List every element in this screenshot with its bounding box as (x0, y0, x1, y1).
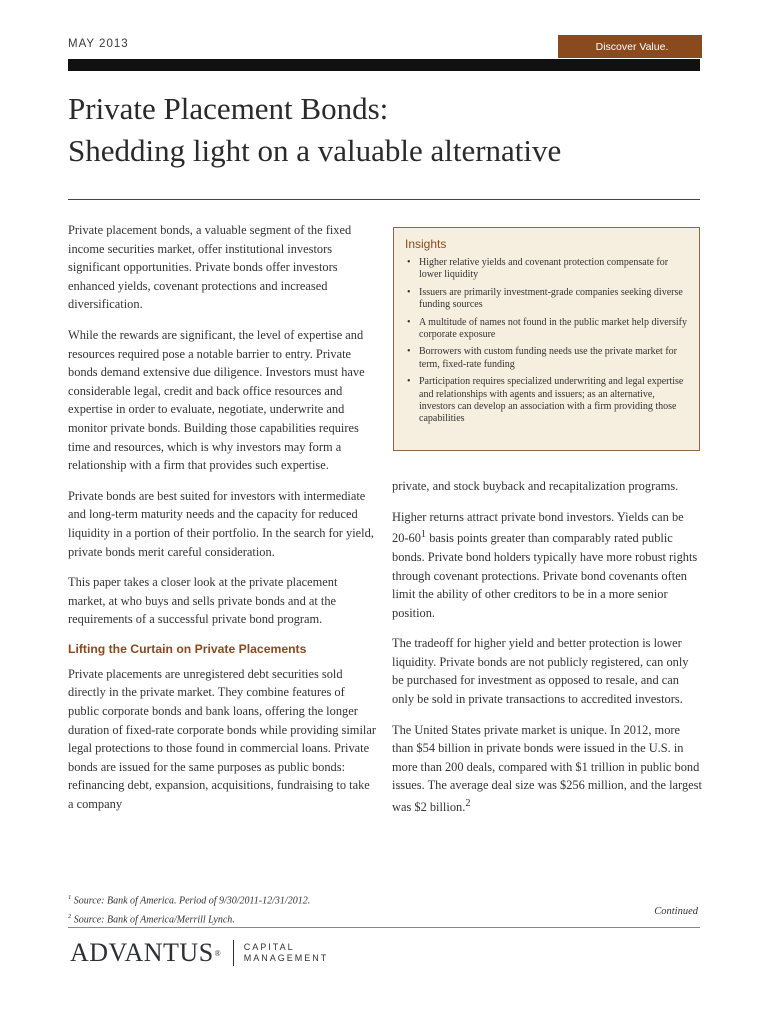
section-subheading: Lifting the Curtain on Private Placements (68, 641, 307, 656)
footnote-2 (68, 909, 310, 928)
purposes-continued-paragraph: private, and stock buyback and recapitalization programs. (392, 479, 679, 493)
returns-text-b: basis points greater than comparably rated public bonds. Private bond holders typically have more robust rights through covenant protections. Private bond covenants often limit the ability of other creditors to be in a more senior position. (392, 531, 698, 620)
insight-text: Higher relative yields and covenant protection compensate for lower liquidity (419, 257, 669, 281)
bullet-icon: • (407, 376, 411, 388)
footnote-ref-1: 1 (420, 529, 427, 541)
insights-box (393, 227, 700, 451)
definition-paragraph: Private placements are unregistered debt securities sold directly in the private market. They combine features of public corporate bonds and bank loans, offering the longer duration of fixed-rate corporate bonds while providing similar legal protections to those found in commercial loans. Private bonds are issued for the same purposes as public bonds: refinancing debt, expansion, acquisitions, fundraising to take a company (68, 666, 376, 812)
footnote-1-text: Source: Bank of America. Period of 9/30/2011-12/31/2012. (71, 895, 311, 907)
footnote-2-mark: 2 (68, 912, 72, 920)
issue-date: MAY 2013 (68, 38, 129, 50)
market-size-text: The United States private market is unique. In 2012, more than $54 billion in private bonds were issued in the U.S. in more than 200 deals, compared with $1 trillion in public bond issues. The average deal size was $256 million, and the largest was $2 billion. (392, 722, 702, 815)
advantus-logo (70, 938, 328, 968)
insight-text: A multitude of names not found in the public market help diversify corporate exposure (419, 316, 688, 341)
tagline-badge (558, 35, 702, 58)
header-bar (68, 59, 700, 71)
insight-item (405, 317, 687, 342)
bullet-icon: • (407, 346, 411, 358)
insight-item (405, 376, 687, 426)
insight-item (405, 257, 687, 282)
insights-list (405, 257, 687, 426)
bullet-icon: • (407, 257, 411, 268)
insight-text: Borrowers with custom funding needs use the private market for term, fixed-rate funding (419, 346, 677, 370)
liquidity-paragraph: The tradeoff for higher yield and better protection is lower liquidity. Private bonds are not publicly registered, can only be purchased for investment as opposed to resale, and can only be sold in private transactions to accredited investors. (392, 636, 689, 707)
footnote-1 (68, 890, 310, 909)
continued-label: Continued (654, 906, 698, 917)
left-column (68, 221, 376, 826)
logo-subtitle (244, 942, 329, 964)
logo-separator (233, 940, 234, 966)
footnote-2-text: Source: Bank of America/Merrill Lynch. (71, 914, 235, 926)
logo-subtitle-line-1: CAPITAL (243, 942, 295, 952)
logo-wordmark: ADVANTUS (70, 938, 214, 967)
insight-item (405, 287, 687, 312)
footnote-ref-2: 2 (465, 798, 471, 810)
market-size-paragraph (392, 721, 702, 817)
insight-text: Participation requires specialized underwriting and legal expertise and relationships with agents and issuers; as an alternative, investors can develop an association with a firm providing those capabilities (419, 376, 684, 425)
intro-paragraph: Private placement bonds, a valuable segment of the fixed income securities market, offer institutional investors significant opportunities. Private bonds offer investors enhanced yields, covenant protections and increased diversification. (68, 223, 352, 312)
footnote-1-mark: 1 (68, 894, 72, 901)
returns-text-a: Higher returns attract private bond investors. Yields can be 20-60 (392, 509, 684, 546)
footnotes (68, 890, 310, 928)
title-line-1: Private Placement Bonds: (68, 91, 389, 126)
tagline-text: Discover Value. (595, 40, 669, 53)
right-column (392, 477, 702, 829)
suitability-paragraph: Private bonds are best suited for investors with intermediate and long-term maturity needs and the capacity for reduced liquidity in a portion of their portfolio. In the search for yield, private bonds merit careful consideration. (68, 488, 374, 559)
insight-text: Issuers are primarily investment-grade companies seeking diverse funding sources (419, 286, 683, 311)
footer-divider (68, 927, 700, 928)
insights-title: Insights (405, 237, 447, 251)
document-title (68, 88, 561, 172)
scope-paragraph: This paper takes a closer look at the private placement market, at who buys and sells private bonds and at the requirements of a successful private bond program. (68, 575, 338, 627)
logo-subtitle-line-2: MANAGEMENT (243, 953, 329, 963)
registered-mark: ® (214, 948, 221, 958)
returns-paragraph (392, 508, 702, 623)
insight-item (405, 346, 687, 371)
bullet-icon: • (407, 316, 411, 328)
title-divider (68, 199, 700, 200)
title-line-2: Shedding light on a valuable alternative (68, 133, 562, 168)
bullet-icon: • (407, 286, 411, 298)
barrier-paragraph: While the rewards are significant, the level of expertise and resources required pose a notable barrier to entry. Private bonds demand extensive due diligence. Investors must have considerable legal, credit and back office resources and expertise in order to evaluate, negotiate, underwrite and monitor private bonds. Building those capabilities requires time and resources, which is why investors may form a relationship with a firm that provides such expertise. (68, 327, 365, 473)
